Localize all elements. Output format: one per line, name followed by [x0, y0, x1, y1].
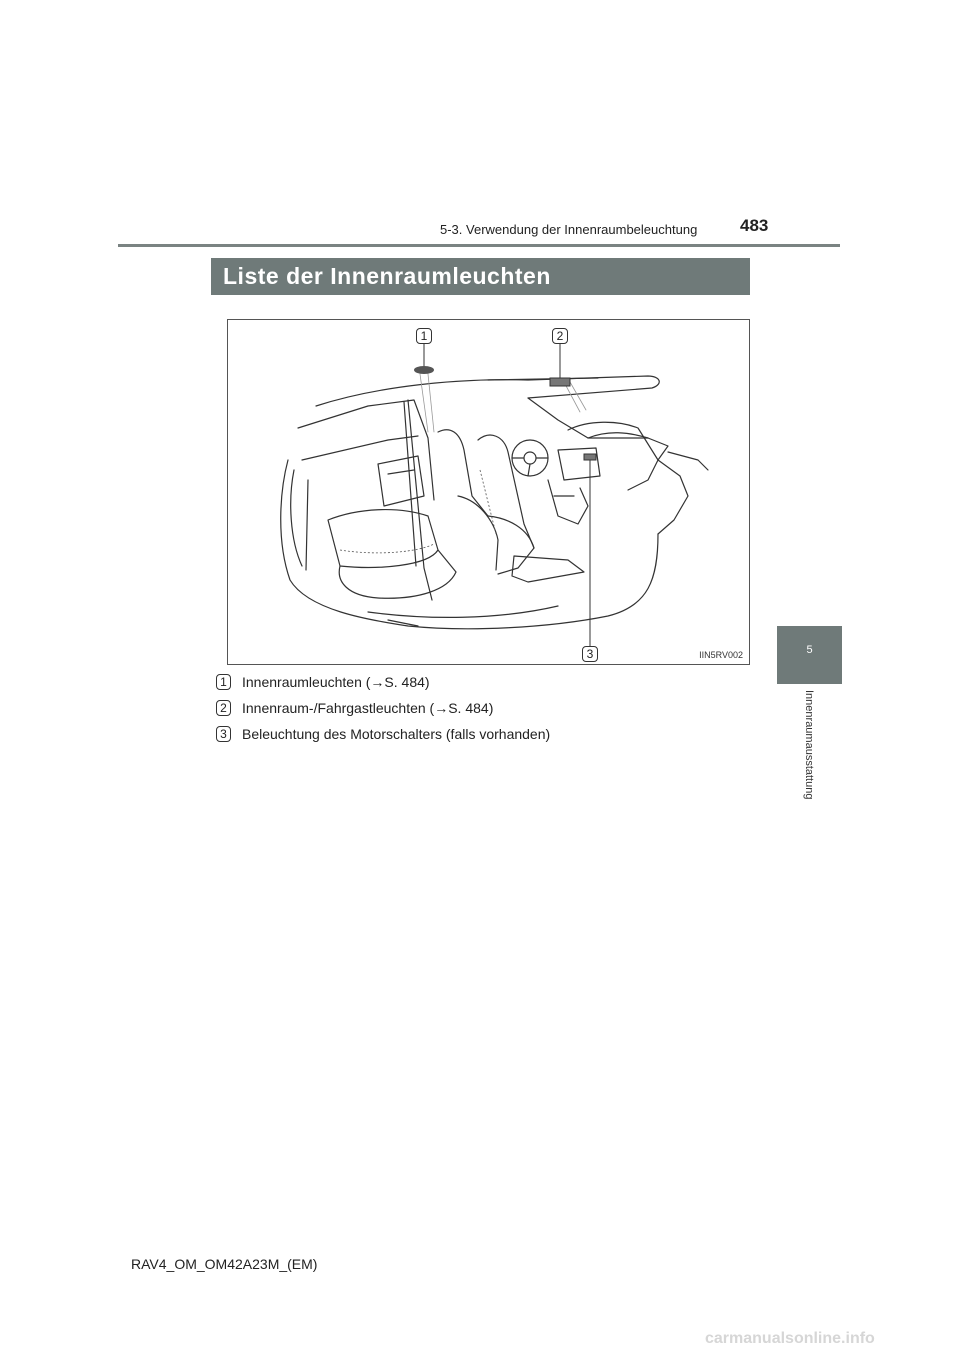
page-number: 483 [740, 216, 769, 235]
figure-callout-1: 1 [416, 328, 432, 344]
footer-document-code: RAV4_OM_OM42A23M_(EM) [131, 1256, 318, 1272]
car-interior-illustration [228, 320, 749, 664]
legend-text: Innenraum-/Fahrgastleuchten (→S. 484) [242, 700, 494, 716]
page-title: Liste der Innenraumleuchten [211, 258, 750, 295]
car-interior-figure [227, 319, 750, 665]
legend-number: 3 [216, 726, 231, 742]
legend-number: 1 [216, 674, 231, 690]
figure-callout-2: 2 [552, 328, 568, 344]
figure-code: IIN5RV002 [699, 650, 743, 660]
chapter-tab: 5 [777, 626, 842, 684]
watermark: carmanualsonline.info [705, 1330, 875, 1347]
header-section-title: 5-3. Verwendung der Innenraumbeleuchtung [440, 222, 698, 237]
legend-text: Innenraumleuchten (→S. 484) [242, 674, 430, 690]
legend-number: 2 [216, 700, 231, 716]
header-rule [118, 244, 840, 247]
legend-text: Beleuchtung des Motorschalters (falls vorhanden) [242, 726, 551, 742]
chapter-label: Innenraumausstattung [803, 690, 815, 800]
figure-callout-3: 3 [582, 646, 598, 662]
